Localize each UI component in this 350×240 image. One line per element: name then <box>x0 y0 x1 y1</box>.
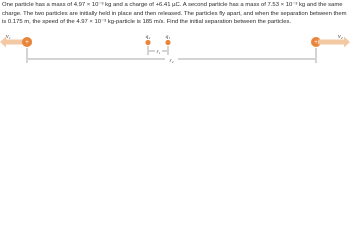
initial-charge-q2 <box>145 34 150 45</box>
left-velocity-label: v₁ <box>6 34 11 40</box>
initial-separation-dimension <box>148 46 168 55</box>
initial-charge-q2-label: q₂ <box>145 34 151 40</box>
right-velocity-label: v₂ <box>338 34 343 40</box>
left-particle-sign: + <box>25 39 29 47</box>
right-particle-sign: + <box>314 39 318 47</box>
final-separation-dimension <box>27 48 316 64</box>
final-separation-label: r₂ <box>169 58 174 64</box>
right-velocity-arrow <box>318 34 350 48</box>
initial-charge-q1 <box>165 34 170 45</box>
initial-charge-q1-label: q₁ <box>165 34 171 40</box>
initial-separation-label: r₁ <box>156 49 161 55</box>
problem-text: One particle has a mass of 4.97 × 10⁻³ kg and a charge of +6.41 µC. A second particle has a mass of 7.53 × 10⁻³ kg and the same charge. The two particles are initially held in place and then released. The particles fly apart, and when the separation between them is 0.175 m, the speed of the 4.97 × 10⁻³ kg-particle is 185 m/s. Find the initial separation between the particles. <box>2 2 347 26</box>
separation-diagram <box>0 33 350 78</box>
left-particle <box>22 37 32 47</box>
